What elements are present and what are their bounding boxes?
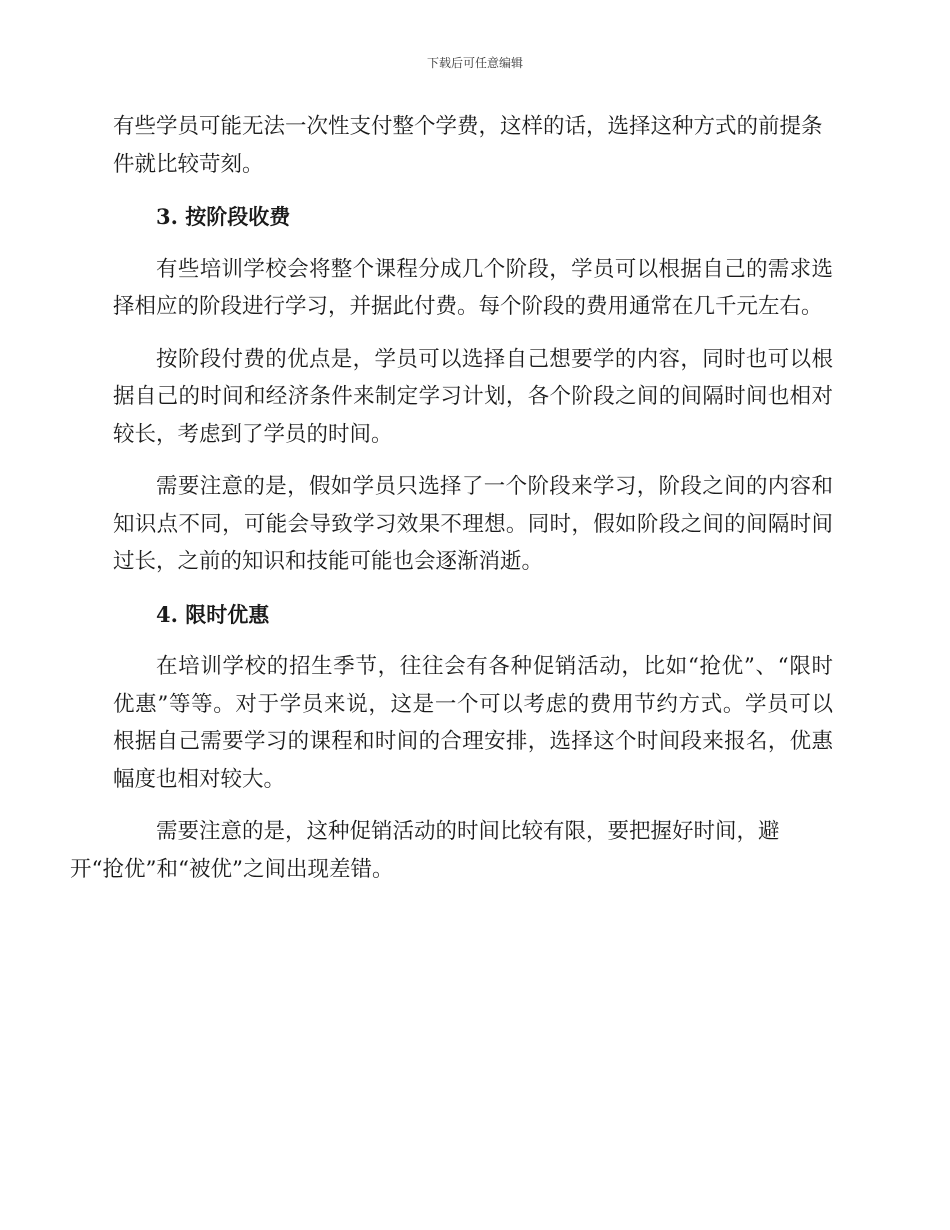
section-heading-4: 4. 限时优惠 — [156, 601, 270, 627]
page-header: 下载后可任意编辑 — [426, 56, 523, 70]
paragraph-intro-line2: 件就比较苛刻。 — [113, 151, 264, 177]
paragraph-intro-line1: 有些学员可能无法一次性支付整个学费，这样的话，选择这种方式的前提条 — [113, 114, 823, 139]
paragraph-offer-caution-line2: 开“抢优”和“被优”之间出现差错。 — [70, 856, 394, 882]
paragraph-stage-advantages: 按阶段付费的优点是，学员可以选择自己想要学的内容，同时也可以根据自己的时间和经济条件来制定学习计划，各个阶段之间的间隔时间也相对较长，考虑到了学员的时间。 — [113, 346, 833, 447]
document-body — [70, 108, 833, 903]
section-heading-3: 3. 按阶段收费 — [156, 204, 291, 229]
paragraph-limited-offer: 在培训学校的招生季节，往往会有各种促销活动，比如“抢优”、“限时优惠”等等。对于学员来说，这是一个可以考虑的费用节约方式。学员可以根据自己需要学习的课程和时间的合理安排，选择这个时间段来报名，优惠幅度也相对较大。 — [113, 654, 833, 792]
paragraph-intro — [113, 108, 833, 183]
paragraph-stage-fees: 有些培训学校会将整个课程分成几个阶段，学员可以根据自己的需求选择相应的阶段进行学习，并据此付费。每个阶段的费用通常在几千元左右。 — [113, 256, 833, 319]
paragraph-offer-caution — [70, 813, 833, 888]
paragraph-stage-caution: 需要注意的是，假如学员只选择了一个阶段来学习，阶段之间的内容和知识点不同，可能会导致学习效果不理想。同时，假如阶段之间的间隔时间过长，之前的知识和技能可能也会逐渐消逝。 — [113, 474, 833, 574]
paragraph-offer-caution-line1: 需要注意的是，这种促销活动的时间比较有限，要把握好时间，避 — [156, 819, 780, 844]
